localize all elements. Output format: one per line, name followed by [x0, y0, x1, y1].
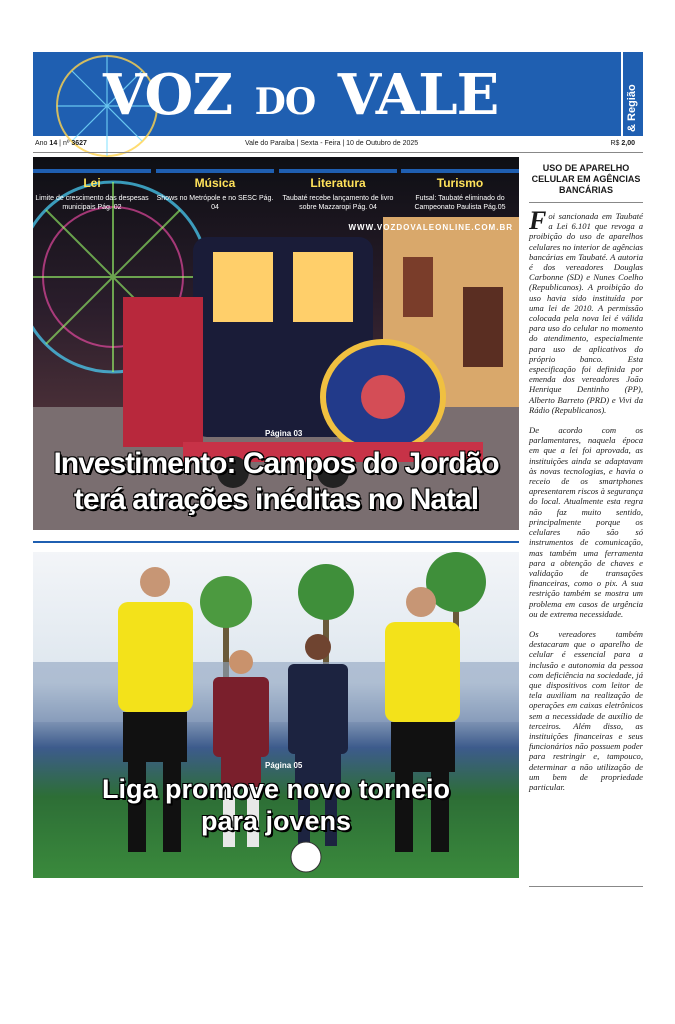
section-lei-page: Pág. 02 [97, 204, 122, 211]
region-tag-label: & Região [626, 84, 638, 132]
section-turismo[interactable] [401, 169, 519, 212]
article-dropcap: F [529, 206, 547, 235]
section-musica-page: Pág. 04 [211, 195, 274, 211]
edition-number: Ano 14 | nº 3627 [35, 140, 87, 147]
article-paragraph-1 [529, 206, 643, 415]
hero-headline-line2[interactable]: terá atrações inéditas no Natal [73, 483, 479, 516]
masthead [33, 52, 643, 136]
region-date: Vale do Paraíba | Sexta - Feira | 10 de Outubro de 2025 [245, 140, 419, 147]
number-value: 3627 [71, 140, 87, 147]
hero-headline-line1[interactable]: Investimento: Campos do Jordão [53, 447, 499, 480]
title-voz: VOZ [103, 62, 233, 128]
edition-info-bar [33, 137, 643, 153]
photo2-headline-line1[interactable]: Liga promove novo torneio [101, 774, 451, 804]
year-value: 14 [49, 140, 58, 147]
hero-page-ref: Página 03 [265, 429, 303, 438]
title-do: DO [254, 81, 316, 123]
article-paragraph-1-text: oi sancionada em Taubaté a Lei 6.101 que revoga a proibição do uso de aparelhos celulares no interior de agências bancárias em Taubaté. A autoria é dos vereadores Douglas Carbonne (SD) e Nunes Coelho (Republicanos). A proibição do uso havia sido instituída por uma lei de 2010. A permissão colocada pela nova lei é válida para uso do celular no momento do atendimento, especialmente para uso de aplicativos do próprio banco. Esta especificação foi definida por emenda dos vereadores João Henrique Dentinho (PP), Alberto Barreto (PRD) e Vivi da Rádio (Republicanos). [529, 211, 643, 415]
section-literatura-page: Pág. 04 [352, 204, 377, 211]
section-musica-text: Shows no Metrópole e no SESC [156, 195, 258, 202]
section-lei-name: Lei [83, 176, 101, 190]
price-label: R$ [610, 140, 620, 147]
title-vale: VALE [337, 62, 499, 128]
section-divider [33, 541, 519, 543]
section-turismo-text: Futsal: Taubaté eliminado do Campeonato Paulista [414, 195, 505, 211]
newspaper-title [103, 62, 498, 128]
article-bottom-rule [529, 886, 643, 887]
section-musica-name: Música [194, 176, 236, 190]
section-literatura-text: Taubaté recebe lançamento de livro sobre Mazzaropi [282, 195, 394, 211]
article-celular-agencias [529, 163, 643, 802]
website-link[interactable]: WWW.VOZDOVALEONLINE.COM.BR [348, 223, 513, 232]
year-label: Ano [35, 140, 48, 147]
number-label: nº [62, 140, 70, 147]
section-literatura[interactable] [279, 169, 397, 212]
photo-youth-football [33, 552, 519, 878]
section-lei[interactable] [33, 169, 151, 212]
section-turismo-page: Pág.05 [483, 204, 506, 211]
section-lei-text: Limite de crescimento das despesas municipais [35, 195, 149, 211]
article-title[interactable]: USO DE APARELHO CELULAR EM AGÊNCIAS BANCÁRIAS [529, 163, 643, 203]
section-turismo-name: Turismo [436, 176, 484, 190]
section-literatura-name: Literatura [310, 176, 366, 190]
hero-photo-campos-do-jordao [33, 157, 519, 530]
article-paragraph-3: Os vereadores também destacaram que o aparelho de celular é essencial para a inclusão e autonomia da pessoa com deficiência na sociedade, já que dispositivos com leitor de tela auxiliam na realização de operações em caixas eletrônicos sem a necessidade de auxílio de terceiros. Além disso, as instituições financeiras e seus funcionários não possuem poder para restringir e, tampouco, determinar a não utilização de um bem de propriedade particular. [529, 628, 643, 792]
price-value: 2,00 [621, 140, 635, 147]
section-musica[interactable] [156, 169, 274, 212]
section-highlights [33, 169, 519, 229]
article-paragraph-2: De acordo com os parlamentares, naquela época em que a lei foi aprovada, as instituições ainda se adaptavam às novas tecnologias, e havia o receio de os smartphones apresentarem riscos à segurança do local. Atualmente esta regra não faz muito sentido, principalmente porque os celulares não são só instrumentos de comunicação, mas também uma ferramenta para a obtenção de chaves e validação de transações financeiras, como o pix. A sua restrição também se mostra um problema em casos de urgência ou de extrema necessidade. [529, 425, 643, 619]
photo2-headline-line2[interactable]: para jovens [200, 806, 352, 836]
article-body [529, 206, 643, 792]
price [610, 140, 635, 147]
region-tag [621, 52, 643, 136]
photo2-page-ref: Página 05 [265, 761, 303, 770]
